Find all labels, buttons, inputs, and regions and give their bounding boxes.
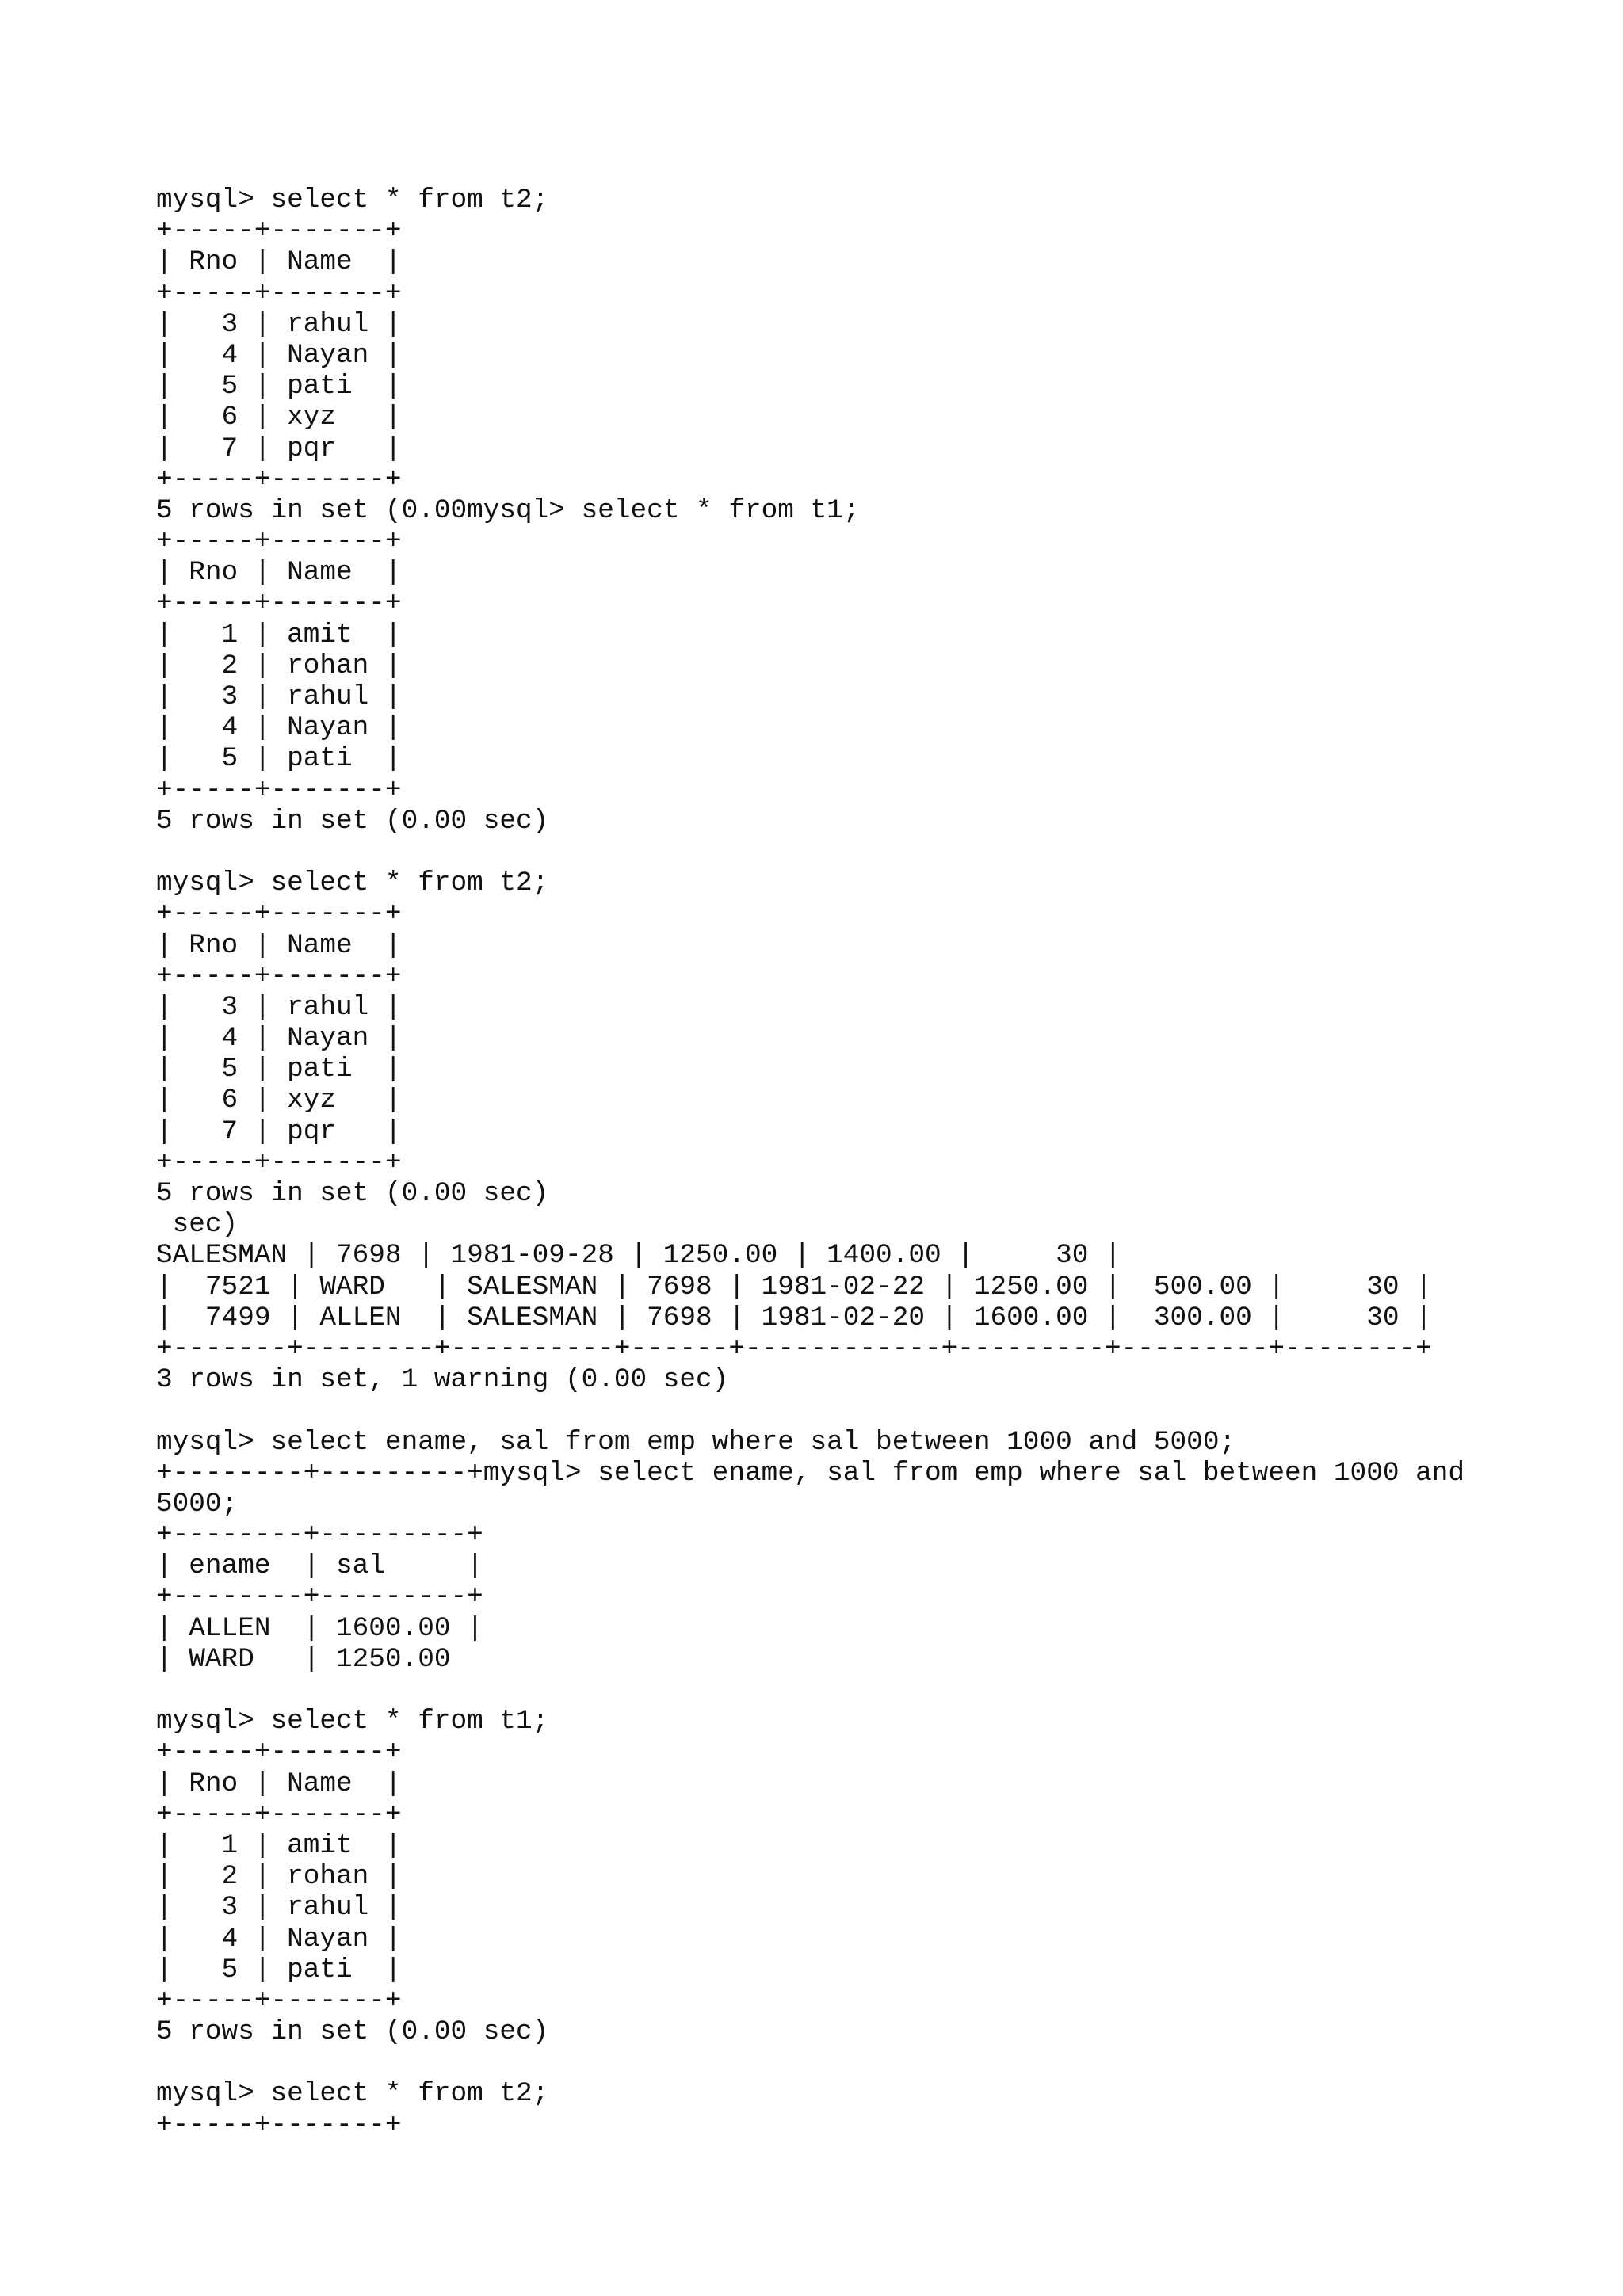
console-line: | 3 | rahul | — [156, 1892, 402, 1924]
console-line: | ename | sal | — [156, 1550, 483, 1582]
console-line: | 1 | amit | — [156, 619, 402, 650]
console-line: +-------+--------+----------+------+------------+---------+---------+--------+ — [156, 1333, 1432, 1364]
console-line: +-----+-------+ — [156, 2109, 402, 2141]
console-line: | 3 | rahul | — [156, 308, 402, 340]
console-line: 5 rows in set (0.00mysql> select * from t1; — [156, 494, 860, 526]
console-line: +-----+-------+ — [156, 960, 402, 992]
console-line: | 5 | pati | — [156, 371, 402, 402]
console-line: +-----+-------+ — [156, 526, 402, 558]
console-line: +--------+---------+ — [156, 1581, 483, 1613]
console-line: | 1 | amit | — [156, 1829, 402, 1861]
console-line: | 7499 | ALLEN | SALESMAN | 7698 | 1981-02-20 | 1600.00 | 300.00 | 30 | — [156, 1302, 1432, 1333]
console-line — [156, 2047, 1465, 2078]
console-line: +-----+-------+ — [156, 1798, 402, 1830]
console-line: | WARD | 1250.00 — [156, 1643, 451, 1675]
console-line: +-----+-------+ — [156, 215, 402, 247]
console-line: | 6 | xyz | — [156, 1085, 402, 1116]
console-line: +-----+-------+ — [156, 1737, 402, 1768]
console-line: 5 rows in set (0.00 sec) — [156, 2016, 549, 2048]
console-line: +-----+-------+ — [156, 463, 402, 495]
console-line: +--------+---------+mysql> select ename, sal from emp where sal between 1000 and — [156, 1457, 1465, 1489]
console-line: mysql> select * from t2; — [156, 185, 549, 215]
mysql-console-transcript — [156, 185, 1465, 2141]
console-line: +--------+---------+ — [156, 1520, 483, 1551]
console-line: | 4 | Nayan | — [156, 1023, 402, 1055]
console-line: 5 rows in set (0.00 sec) — [156, 1178, 549, 1209]
console-line: +-----+-------+ — [156, 277, 402, 309]
console-line: +-----+-------+ — [156, 1146, 402, 1178]
console-line: mysql> select * from t2; — [156, 868, 549, 899]
console-line: | 5 | pati | — [156, 1054, 402, 1085]
console-line: | 3 | rahul | — [156, 991, 402, 1023]
console-line: | Rno | Name | — [156, 246, 402, 278]
console-line: | Rno | Name | — [156, 1768, 402, 1799]
console-line: | Rno | Name | — [156, 557, 402, 589]
console-line: | 7521 | WARD | SALESMAN | 7698 | 1981-02-22 | 1250.00 | 500.00 | 30 | — [156, 1271, 1432, 1302]
console-line: +-----+-------+ — [156, 1985, 402, 2016]
console-line: 5 rows in set (0.00 sec) — [156, 805, 549, 837]
console-line: | 5 | pati | — [156, 1954, 402, 1985]
console-line: 3 rows in set, 1 warning (0.00 sec) — [156, 1364, 729, 1396]
console-line: 5000; — [156, 1488, 239, 1520]
console-line: mysql> select * from t1; — [156, 1706, 549, 1737]
console-line: | ALLEN | 1600.00 | — [156, 1612, 483, 1644]
console-line: sec) — [156, 1209, 239, 1241]
console-line: | 2 | rohan | — [156, 1861, 402, 1893]
console-line: | 4 | Nayan | — [156, 1923, 402, 1955]
console-line: | 5 | pati | — [156, 743, 402, 775]
console-line: +-----+-------+ — [156, 898, 402, 930]
console-line: | 3 | rahul | — [156, 681, 402, 712]
console-line — [156, 1395, 1465, 1426]
console-line: mysql> select ename, sal from emp where sal between 1000 and 5000; — [156, 1426, 1236, 1458]
console-line: SALESMAN | 7698 | 1981-09-28 | 1250.00 | 1400.00 | 30 | — [156, 1240, 1121, 1272]
console-line: mysql> select * from t2; — [156, 2078, 549, 2110]
console-line: | 6 | xyz | — [156, 402, 402, 433]
console-line — [156, 1675, 1465, 1706]
console-line: | 4 | Nayan | — [156, 339, 402, 371]
console-line: | 4 | Nayan | — [156, 712, 402, 744]
console-line: +-----+-------+ — [156, 588, 402, 620]
console-line: +-----+-------+ — [156, 774, 402, 806]
console-line: | Rno | Name | — [156, 929, 402, 961]
console-line: | 7 | pqr | — [156, 1116, 402, 1147]
console-line — [156, 837, 1465, 868]
console-line: | 2 | rohan | — [156, 650, 402, 681]
console-line: | 7 | pqr | — [156, 433, 402, 464]
